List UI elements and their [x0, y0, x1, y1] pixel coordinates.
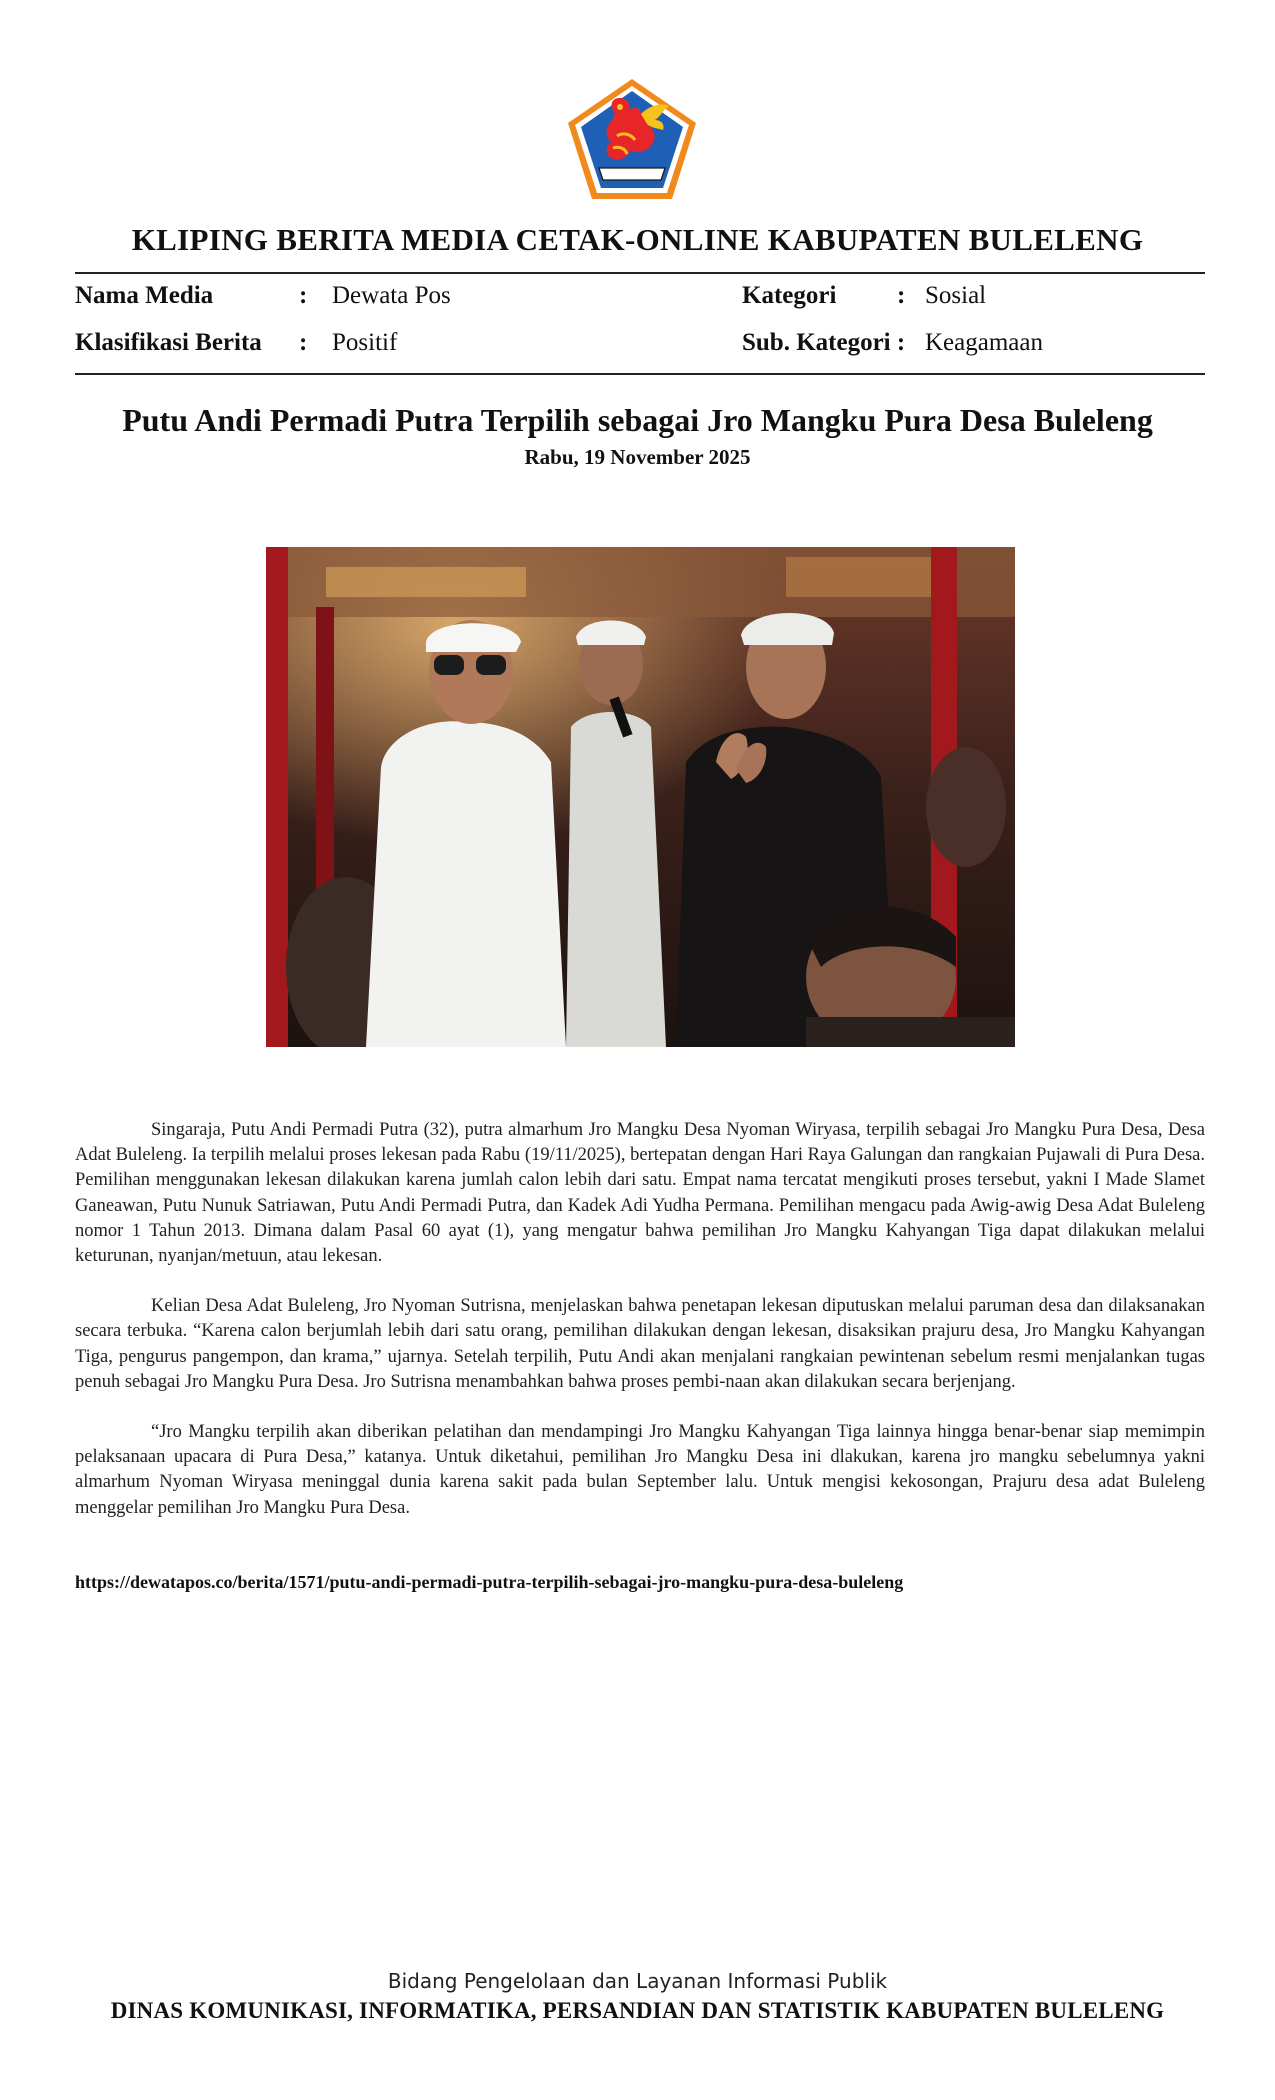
- classification-label: Klasifikasi Berita: [75, 329, 262, 356]
- classification-colon: :: [299, 329, 308, 356]
- singa-ambara-raja-emblem-icon: [565, 76, 699, 202]
- category-colon: :: [897, 282, 906, 309]
- article-photo: [266, 547, 1015, 1047]
- subcategory-label: Sub. Kategori :: [742, 329, 906, 356]
- subcategory-value: Keagamaan: [925, 329, 1043, 356]
- article-paragraph-3: “Jro Mangku terpilih akan diberikan pelatihan dan mendampingi Jro Mangku Kahyangan Tiga lainnya hingga benar-benar siap memimpin pelaksanaan upacara di Pura Desa,” katanya. Untuk diketahui, pemilihan Jro Mangku Desa ini dlakukan, karena jro mangku sebelumnya yakni almarhum Nyoman Wiryasa meninggal dunia karena sakit pada bulan September lalu. Untuk mengisi kekosongan, Prajuru desa adat Buleleng menggelar pemilihan Jro Mangku Pura Desa.: [75, 1422, 1205, 1518]
- category-label: Kategori: [742, 282, 837, 309]
- article-date: Rabu, 19 November 2025: [524, 445, 751, 469]
- article-body: [75, 1118, 1205, 1546]
- header-divider-bottom: [75, 373, 1205, 375]
- classification-value: Positif: [332, 329, 398, 356]
- category-value: Sosial: [925, 282, 987, 309]
- footer-department: Bidang Pengelolaan dan Layanan Informasi Publik: [387, 1969, 888, 1993]
- source-url-link[interactable]: https://dewatapos.co/berita/1571/putu-andi-permadi-putra-terpilih-sebagai-jro-mangku-pura-desa-buleleng: [75, 1572, 904, 1592]
- ceremony-photo-illustration: [266, 547, 1015, 1047]
- article-paragraph-1: Singaraja, Putu Andi Permadi Putra (32), putra almarhum Jro Mangku Desa Nyoman Wiryasa, terpilih sebagai Jro Mangku Pura Desa, Desa Adat Buleleng. Ia terpilih melalui proses lekesan pada Rabu (19/11/2025), bertepatan dengan Hari Raya Galungan dan rangkaian Pujawali di Pura Desa. Pemilihan menggunakan lekesan dilakukan karena jumlah calon lebih dari satu. Empat nama tercatat mengikuti proses tersebut, yakni I Made Slamet Ganeawan, Putu Nunuk Satriawan, Putu Andi Permadi Putra, dan Kadek Adi Yudha Permana. Pemilihan mengacu pada Awig-awig Desa Adat Buleleng nomor 1 Tahun 2013. Dimana dalam Pasal 60 ayat (1), yang mengatur bahwa pemilihan Jro Mangku Kahyangan Tiga dapat dilakukan melalui keturunan, nyanjan/metuun, atau lekesan.: [75, 1120, 1205, 1267]
- article-headline: Putu Andi Permadi Putra Terpilih sebagai Jro Mangku Pura Desa Buleleng: [122, 402, 1153, 438]
- header-divider-top: [75, 272, 1205, 274]
- media-value: Dewata Pos: [332, 282, 451, 309]
- article-paragraph-2: Kelian Desa Adat Buleleng, Jro Nyoman Sutrisna, menjelaskan bahwa penetapan lekesan diputuskan melalui paruman desa dan dilaksanakan secara terbuka. “Karena calon berjumlah lebih dari satu orang, pemilihan dilakukan dengan lekesan, disaksikan prajuru desa, Jro Mangku Kahyangan Tiga, pengurus pangempon, dan krama,” ujarnya. Setelah terpilih, Putu Andi akan menjalani rangkaian pewintenan sebelum resmi menjalankan tugas penuh sebagai Jro Mangku Pura Desa. Jro Sutrisna menambahkan bahwa proses pembi-naan akan dilakukan secara berjenjang.: [75, 1296, 1205, 1392]
- media-label: Nama Media: [75, 282, 214, 309]
- clipping-title: KLIPING BERITA MEDIA CETAK-ONLINE KABUPATEN BULELENG: [131, 222, 1144, 257]
- regency-emblem-logo: [565, 76, 699, 202]
- footer-agency: DINAS KOMUNIKASI, INFORMATIKA, PERSANDIAN DAN STATISTIK KABUPATEN BULELENG: [110, 1998, 1165, 2023]
- media-colon: :: [299, 282, 308, 309]
